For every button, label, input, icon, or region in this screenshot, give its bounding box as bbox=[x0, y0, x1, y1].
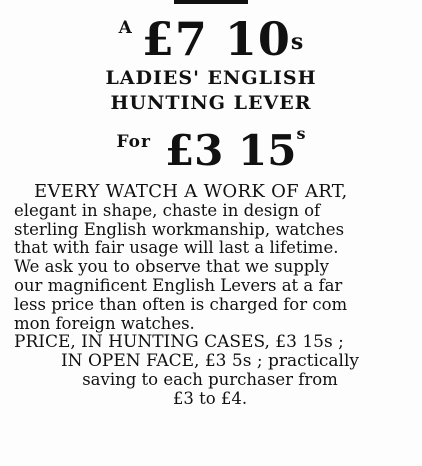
top-rule bbox=[174, 0, 248, 4]
saving-line: saving to each purchaser from bbox=[82, 369, 338, 389]
original-price-suffix: s bbox=[290, 29, 304, 55]
sale-price: £3 15 bbox=[164, 126, 297, 175]
title-line-1: LADIES' ENGLISH bbox=[105, 67, 317, 89]
body-line: less price than often is charged for com bbox=[14, 294, 348, 314]
for-label: For bbox=[116, 132, 151, 152]
advertisement-body bbox=[14, 183, 420, 409]
body-line: our magnificent English Levers at a far bbox=[14, 275, 343, 295]
sale-price-line bbox=[0, 124, 422, 175]
saving-amount-line: £3 to £4. bbox=[172, 388, 248, 408]
price-hunting-line: PRICE, IN HUNTING CASES, £3 15s ; bbox=[14, 332, 344, 353]
original-price-line bbox=[0, 12, 422, 66]
title-line-2: HUNTING LEVER bbox=[110, 92, 312, 114]
body-line: that with fair usage will last a lifetime. bbox=[14, 238, 339, 258]
body-line: elegant in shape, chaste in design of bbox=[14, 200, 321, 220]
sale-price-suffix: s bbox=[296, 124, 306, 143]
original-price: £7 10 bbox=[141, 12, 291, 66]
body-line: We ask you to observe that we supply bbox=[14, 257, 329, 277]
price-open-face-line: IN OPEN FACE, £3 5s ; practically bbox=[60, 351, 360, 372]
a-label: A bbox=[118, 18, 132, 38]
body-line: mon foreign watches. bbox=[14, 313, 195, 333]
body-line: sterling English workmanship, watches bbox=[14, 219, 345, 239]
body-line-lead: EVERY WATCH A WORK OF ART, bbox=[34, 181, 348, 202]
